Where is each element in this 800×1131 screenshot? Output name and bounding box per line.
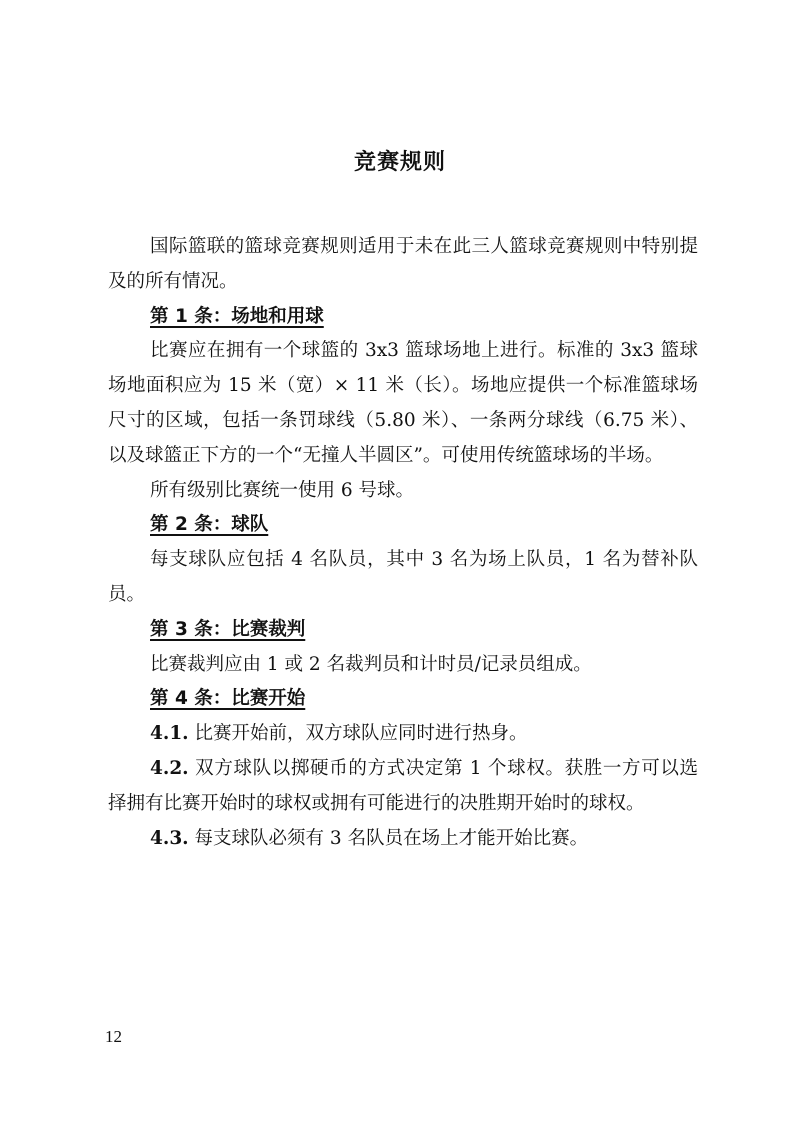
- article-4-heading: 第 4 条：比赛开始: [150, 688, 306, 710]
- document-body: [108, 230, 698, 856]
- article-4-item-3: [108, 822, 698, 857]
- intro-paragraph: 国际篮联的篮球竞赛规则适用于未在此三人篮球竞赛规则中特别提及的所有情况。: [108, 236, 698, 292]
- article-1-paragraph-1: 比赛应在拥有一个球篮的 3x3 篮球场地上进行。标准的 3x3 篮球场地面积应为 15 米（宽）× 11 米（长）。场地应提供一个标准篮球场尺寸的区域，包括一条罚球线（5.80 米）、一条两分球线（6.75 米）、以及球篮正下方的一个“无撞人半圆区”。可使用传统篮球场的半场。: [108, 340, 698, 466]
- article-1-heading: 第 1 条：场地和用球: [150, 305, 324, 327]
- article-2-paragraph-1: 每支球队应包括 4 名队员，其中 3 名为场上队员，1 名为替补队员。: [108, 549, 698, 605]
- item-number: 4.3.: [150, 827, 189, 849]
- article-4-item-2: [108, 752, 698, 822]
- page-number: 12: [105, 1027, 122, 1046]
- item-text: 双方球队以掷硬币的方式决定第 1 个球权。获胜一方可以选择拥有比赛开始时的球权或拥有可能进行的决胜期开始时的球权。: [108, 757, 698, 814]
- article-3-paragraph-1: 比赛裁判应由 1 或 2 名裁判员和计时员/记录员组成。: [150, 653, 592, 675]
- item-text: 比赛开始前，双方球队应同时进行热身。: [194, 723, 528, 745]
- item-text: 每支球队必须有 3 名队员在场上才能开始比赛。: [194, 827, 589, 849]
- article-4-item-1: [108, 717, 698, 752]
- article-1-paragraph-2: 所有级别比赛统一使用 6 号球。: [150, 479, 415, 501]
- article-2-heading: 第 2 条：球队: [150, 514, 269, 536]
- page-title: 竞赛规则: [353, 150, 446, 175]
- item-number: 4.2.: [150, 757, 189, 779]
- item-number: 4.1.: [150, 723, 189, 745]
- article-3-heading: 第 3 条：比赛裁判: [150, 618, 306, 640]
